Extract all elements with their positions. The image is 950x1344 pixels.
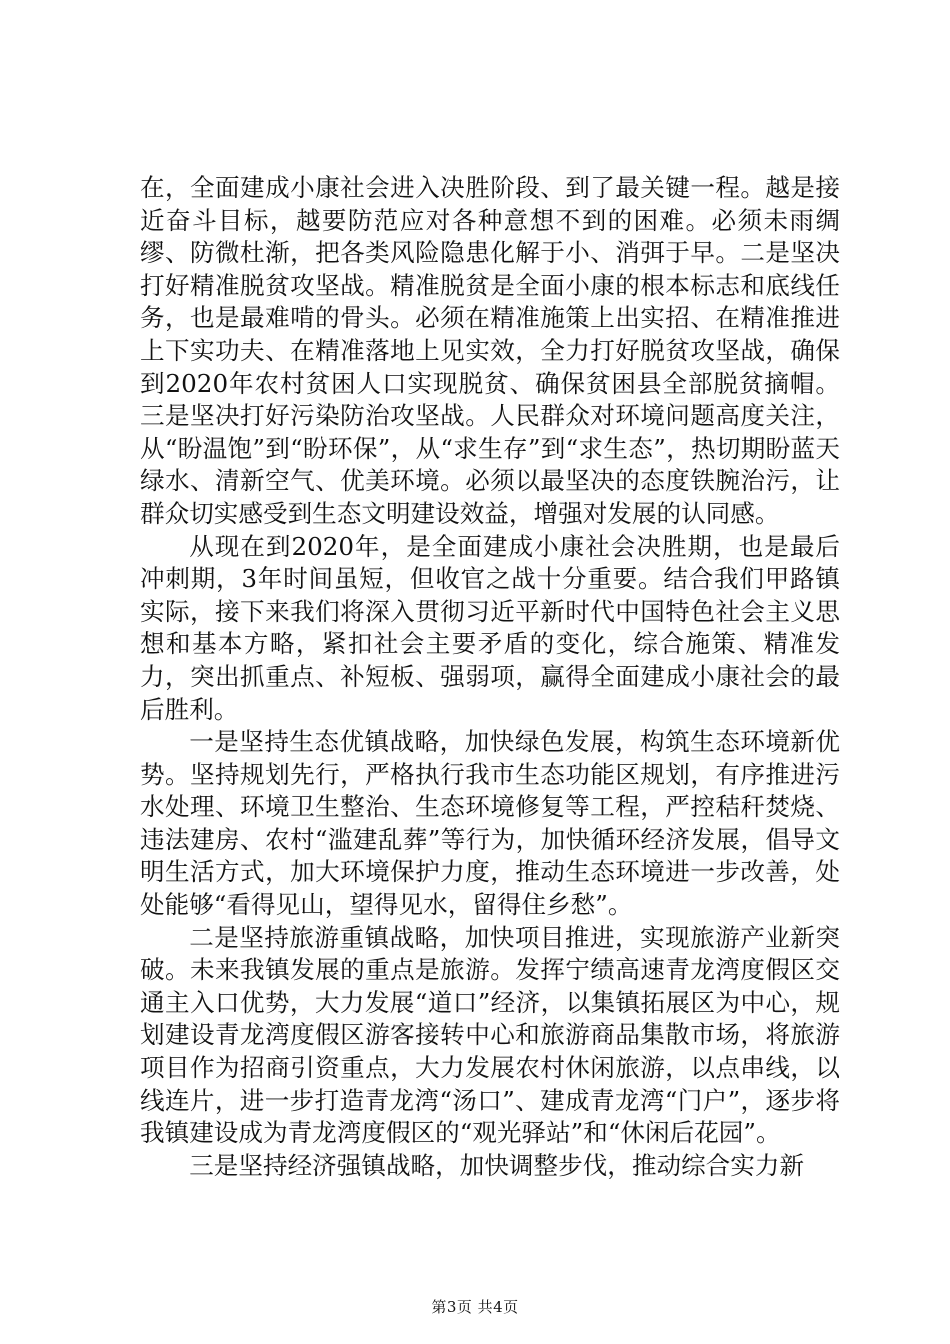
paragraph-1: 在，全面建成小康社会进入决胜阶段、到了最关键一程。越是接近奋斗目标，越要防范应对各种意想不到的困难。必须未雨绸缪、防微杜渐，把各类风险隐患化解于小、消弭于早。二是坚决打好精准脱贫攻坚战。精准脱贫是全面小康的根本标志和底线任务，也是最难啃的骨头。必须在精准施策上出实招、在精准推进上下实功夫、在精准落地上见实效，全力打好脱贫攻坚战，确保到2020年农村贫困人口实现脱贫、确保贫困县全部脱贫摘帽。三是坚决打好污染防治攻坚战。人民群众对环境问题高度关注，从“盼温饱”到“盼环保”，从“求生存”到“求生态”，热切期盼蓝天绿水、清新空气、优美环境。必须以最坚决的态度铁腕治污，让群众切实感受到生态文明建设效益，增强对发展的认同感。 <box>140 173 840 528</box>
page-footer: 第3页 共4页 <box>431 1298 519 1316</box>
paragraph-3: 一是坚持生态优镇战略，加快绿色发展，构筑生态环境新优势。坚持规划先行，严格执行我市生态功能区规划，有序推进污水处理、环境卫生整治、生态环境修复等工程，严控秸秆焚烧、违法建房、农村“滥建乱葬”等行为，加快循环经济发展，倡导文明生活方式，加大环境保护力度，推动生态环境进一步改善，处处能够“看得见山，望得见水，留得住乡愁”。 <box>140 727 840 920</box>
paragraph-5: 三是坚持经济强镇战略，加快调整步伐，推动综合实力新 <box>189 1150 805 1180</box>
paragraph-4: 二是坚持旅游重镇战略，加快项目推进，实现旅游产业新突破。未来我镇发展的重点是旅游。发挥宁绩高速青龙湾度假区交通主入口优势，大力发展“道口”经济，以集镇拓展区为中心，规划建设青龙湾度假区游客接转中心和旅游商品集散市场，将旅游项目作为招商引资重点，大力发展农村休闲旅游，以点串线，以线连片，进一步打造青龙湾“汤口”、建成青龙湾“门户”，逐步将我镇建设成为青龙湾度假区的“观光驿站”和“休闲后花园”。 <box>140 922 840 1148</box>
paragraph-2: 从现在到2020年，是全面建成小康社会决胜期，也是最后冲刺期，3年时间虽短，但收官之战十分重要。结合我们甲路镇实际，接下来我们将深入贯彻习近平新时代中国特色社会主义思想和基本方略，紧扣社会主要矛盾的变化，综合施策、精准发力，突出抓重点、补短板、强弱项，赢得全面建成小康社会的最后胜利。 <box>140 531 840 724</box>
document-body <box>140 172 840 1182</box>
